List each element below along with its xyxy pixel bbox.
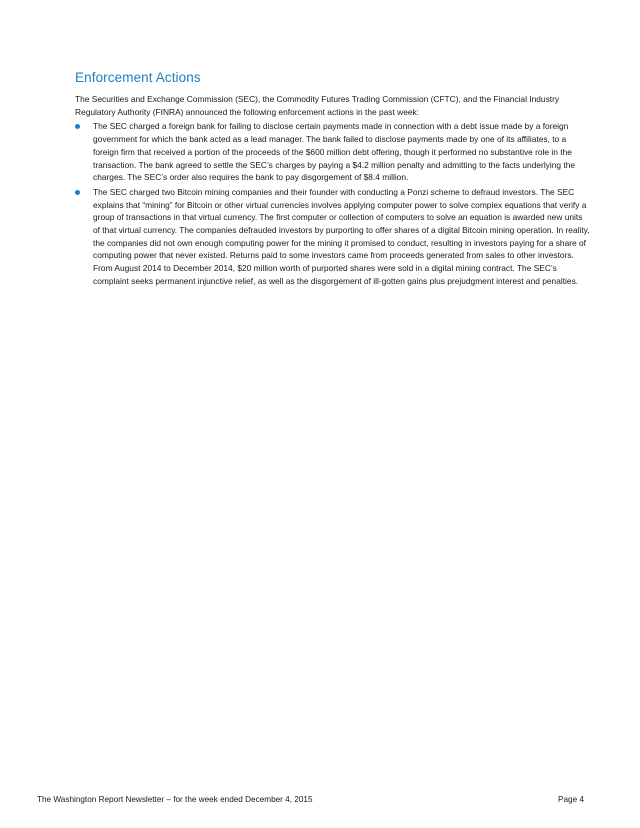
list-item xyxy=(75,120,590,184)
bullet-dot-icon xyxy=(75,124,80,129)
intro-paragraph: The Securities and Exchange Commission (SEC), the Commodity Futures Trading Commission (CFTC), and the Financial Industry Regulatory Authority (FINRA) announced the following enforcement actions in the past week: xyxy=(75,94,560,117)
footer-title: The Washington Report Newsletter – for the week ended December 4, 2015 xyxy=(37,795,313,804)
list-item-text: The SEC charged two Bitcoin mining companies and their founder with conducting a Ponzi scheme to defraud investors. The SEC explains that “mining” for Bitcoin or other virtual currencies involves applying computer power to solve complex equations that verify a group of transactions in that virtual currency. The first computer or collection of computers to solve an equation is awarded new units of that virtual currency. The companies defrauded investors by purporting to offer shares of a digital Bitcoin mining operation. In reality, the companies did not own enough computing power for the mining it promised to conduct, resulting in investors paying for a share of computing power that never existed. Returns paid to some investors came from proceeds generated from sales to other investors. From August 2014 to December 2014, $20 million worth of purported shares were sold in a digital mining contract. The SEC’s complaint seeks permanent injunctive relief, as well as the disgorgement of ill-gotten gains plus prejudgment interest and penalties. xyxy=(93,186,590,286)
list-item-text: The SEC charged a foreign bank for failing to disclose certain payments made in connection with a debt issue made by a foreign government for which the bank acted as a lead manager. The bank failed to disclose payments made by one of its affiliates, to a foreign firm that received a portion of the proceeds of the $600 million debt offering, though it performed no substantive role in the transaction. The bank agreed to settle the SEC’s charges by paying a $4.2 million penalty and admitting to the facts underlying the charges. The SEC’s order also requires the bank to pay disgorgement of $8.4 million. xyxy=(93,121,576,183)
list-item xyxy=(75,186,590,288)
page-content xyxy=(75,70,590,290)
page-number: Page 4 xyxy=(558,795,584,804)
section-heading: Enforcement Actions xyxy=(75,70,201,85)
bullet-dot-icon xyxy=(75,190,80,195)
enforcement-list xyxy=(75,120,590,287)
